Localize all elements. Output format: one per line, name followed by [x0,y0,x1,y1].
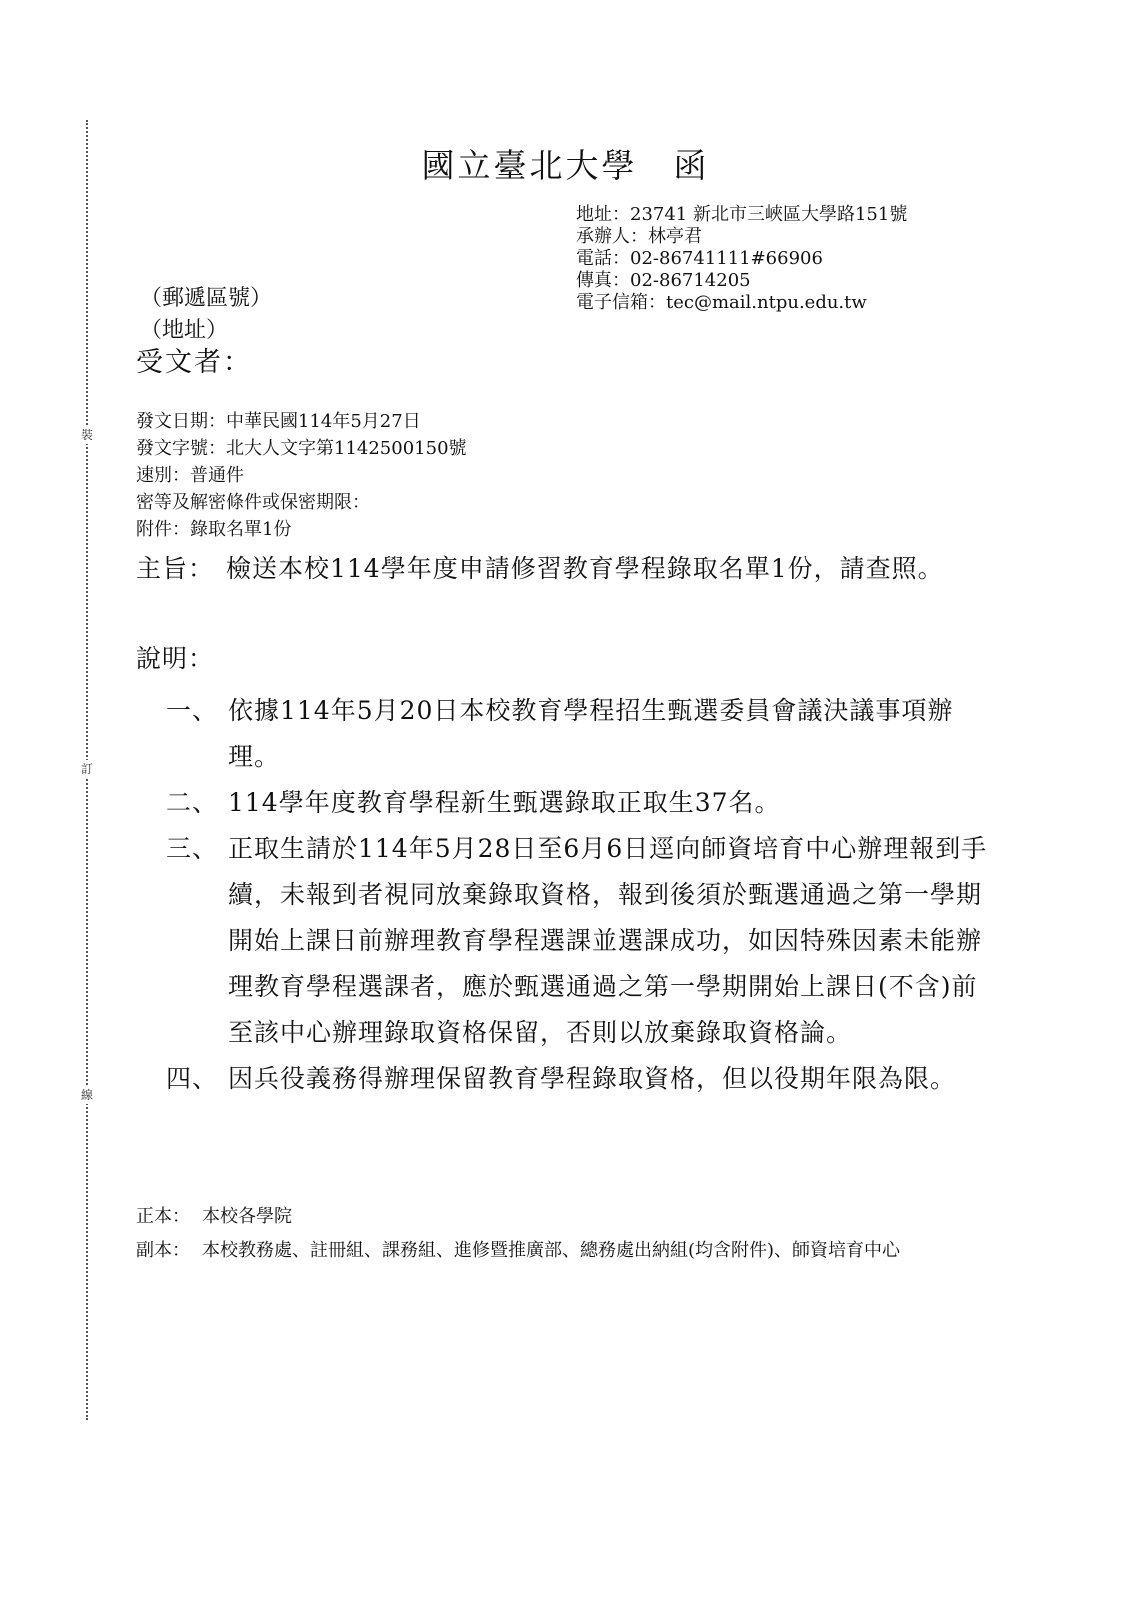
binding-mark-ding: 訂 [78,760,96,778]
explanation-item [166,780,996,826]
item-text: 因兵役義務得辦理保留教育學程錄取資格，但以役期年限為限。 [228,1064,957,1093]
issue-date: 發文日期：中華民國114年5月27日 [136,411,421,432]
original-recipients [136,1200,996,1234]
sender-address: 地址：23741 新北市三峽區大學路151號 [576,204,908,225]
explanation-item [166,688,996,780]
distribution-section [136,1200,996,1268]
subject-label: 主旨： [136,554,215,583]
original-label: 正本： [136,1206,190,1227]
copy-recipients [136,1234,996,1268]
document-meta [136,408,467,543]
recipient-address: （地址） [140,318,229,343]
binding-mark-zhuang: 裝 [78,426,96,444]
document-title [0,140,1131,187]
binding-mark-xian: 線 [78,1086,96,1104]
recipient-postal-code: （郵遞區號） [140,286,273,311]
subject-text: 檢送本校114學年度申請修習教育學程錄取名單1份，請查照。 [226,554,944,583]
copy-label: 副本： [136,1240,190,1261]
recipient-label: 受文者： [136,347,252,378]
explanation-items [166,688,996,1102]
document-type: 函 [673,146,710,185]
attachment-info: 附件：錄取名單1份 [136,519,292,540]
original-list: 本校各學院 [202,1206,292,1227]
copy-list: 本校教務處、註冊組、課務組、進修暨推廣部、總務處出納組(均含附件)、師資培育中心 [202,1240,901,1261]
item-number: 一、 [166,696,219,725]
item-text: 依據114年5月20日本校教育學程招生甄選委員會議決議事項辦理。 [228,696,954,771]
explanation-label: 說明： [136,644,215,673]
sender-handler: 承辦人：林亭君 [576,226,702,247]
confidentiality-level: 密等及解密條件或保密期限： [136,492,370,513]
document-number: 發文字號：北大人文字第1142500150號 [136,438,467,459]
item-number: 三、 [166,834,219,863]
subject-section [136,546,996,592]
explanation-item [166,826,996,1056]
item-text: 114學年度教育學程新生甄選錄取正取生37名。 [228,788,781,817]
item-number: 二、 [166,788,219,817]
item-text: 正取生請於114年5月28日至6月6日逕向師資培育中心辦理報到手續，未報到者視同放棄錄取資格，報到後須於甄選通過之第一學期開始上課日前辦理教育學程選課並選課成功，如因特殊因素未能辦理教育學程選課者，應於甄選通過之第一學期開始上課日(不含)前至該中心辦理錄取資格保留，否則以放棄錄取資格論。 [228,834,988,1047]
sender-email: 電子信箱：tec@mail.ntpu.edu.tw [576,292,867,313]
explanation-item [166,1056,996,1102]
sender-phone: 電話：02-86741111#66906 [576,248,823,269]
sender-contact-block [576,204,907,314]
delivery-speed: 速別：普通件 [136,465,244,486]
organization-name: 國立臺北大學 [421,146,638,185]
sender-fax: 傳真：02-86714205 [576,270,751,291]
item-number: 四、 [166,1064,219,1093]
